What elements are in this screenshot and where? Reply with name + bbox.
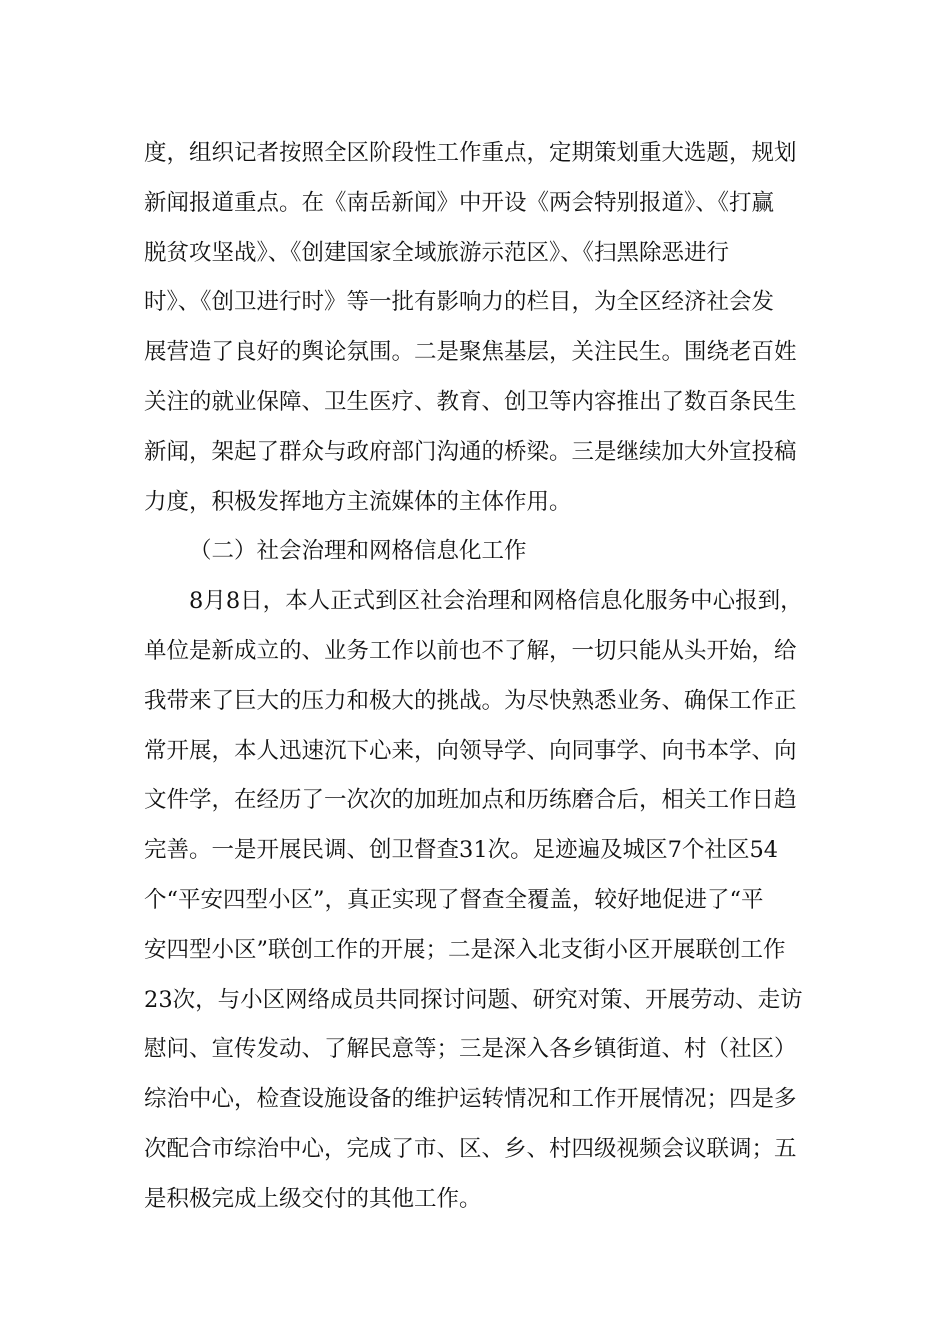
document-body — [144, 129, 804, 1225]
body-text-line: 个“平安四型小区”，真正实现了督查全覆盖，较好地促进了“平 — [144, 886, 764, 913]
body-text-line: 常开展，本人迅速沉下心来，向领导学、向同事学、向书本学、向 — [144, 737, 797, 764]
body-text-line: 慰问、宣传发动、了解民意等；三是深入各乡镇街道、村（社区） — [144, 1036, 797, 1063]
body-text-line: 文件学，在经历了一次次的加班加点和历练磨合后，相关工作日趋 — [144, 787, 797, 814]
section-heading: （二）社会治理和网格信息化工作 — [189, 538, 527, 565]
body-text-line: 度，组织记者按照全区阶段性工作重点，定期策划重大选题，规划 — [144, 140, 797, 166]
body-text-line: 时》、《创卫进行时》等一批有影响力的栏目，为全区经济社会发 — [144, 289, 775, 316]
body-text-line: 安四型小区”联创工作的开展；二是深入北支街小区开展联创工作 — [144, 936, 786, 963]
body-text-line: 新闻，架起了群众与政府部门沟通的桥梁。三是继续加大外宣投稿 — [144, 438, 797, 465]
body-text-line: 完善。一是开展民调、创卫督查31次。足迹遍及城区7个社区54 — [144, 837, 779, 864]
body-text-line: 展营造了良好的舆论氛围。二是聚焦基层，关注民生。围绕老百姓 — [144, 339, 797, 366]
body-text-line: 关注的就业保障、卫生医疗、教育、创卫等内容推出了数百条民生 — [144, 388, 797, 415]
body-text-line: 23次，与小区网络成员共同探讨问题、研究对策、开展劳动、走访 — [144, 986, 803, 1013]
body-text-line: 综治中心，检查设施设备的维护运转情况和工作开展情况；四是多 — [144, 1086, 797, 1113]
body-text-line: 新闻报道重点。在《南岳新闻》中开设《两会特别报道》、《打赢 — [144, 189, 775, 216]
paragraph-first-line: 8月8日，本人正式到区社会治理和网格信息化服务中心报到， — [189, 588, 803, 615]
body-text-line: 次配合市综治中心，完成了市、区、乡、村四级视频会议联调；五 — [144, 1135, 797, 1162]
body-text-line: 脱贫攻坚战》、《创建国家全域旅游示范区》、《扫黑除恶进行 — [144, 239, 730, 266]
body-text-line: 单位是新成立的、业务工作以前也不了解，一切只能从头开始，给 — [144, 637, 797, 664]
body-text-line: 我带来了巨大的压力和极大的挑战。为尽快熟悉业务、确保工作正 — [144, 687, 797, 714]
body-text-line: 力度，积极发挥地方主流媒体的主体作用。 — [144, 488, 572, 515]
body-text-line: 是积极完成上级交付的其他工作。 — [144, 1185, 482, 1212]
